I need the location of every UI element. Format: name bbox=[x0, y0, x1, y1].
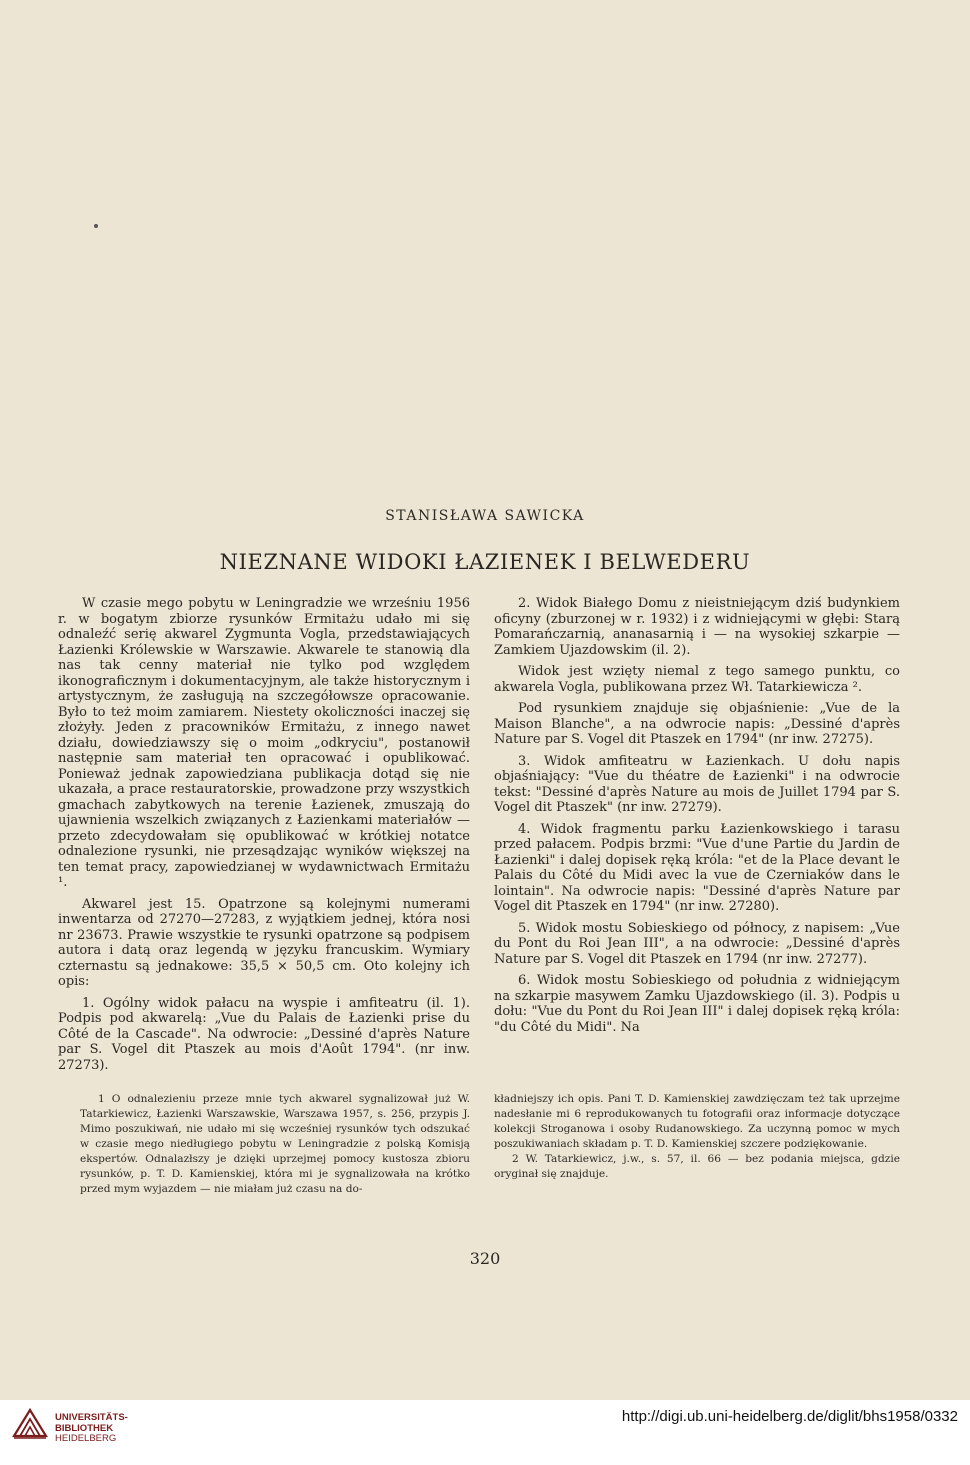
footnotes-left bbox=[80, 1092, 470, 1197]
speck-mark bbox=[94, 224, 98, 228]
paragraph: 1. Ogólny widok pałacu na wyspie i amfiteatru (il. 1). Podpis pod akwarelą: „Vue du Palais de Łazienki prise du Côté de la Cascade". Na odwrocie: „Dessiné d'après Nature par S. Vogel dit Ptaszek au mois d'Août 1794". (nr inw. 27273). bbox=[58, 995, 470, 1073]
paragraph: 5. Widok mostu Sobieskiego od północy, z napisem: „Vue du Pont du Roi Jean III", a na odwrocie: „Dessiné d'après Nature par S. Vogel dit Ptaszek en 1794 (nr inw. 27277). bbox=[494, 920, 900, 967]
paragraph: 4. Widok fragmentu parku Łazienkowskiego i tarasu przed pałacem. Podpis brzmi: "Vue d'une Partie du Jardin de Łazienki" i dalej dopisek ręką króla: "et de la Place devant le Palais du Côté du Midi avec la vue de Czerniaków dans le lointain". Na odwrocie napis: "Dessiné d'après Nature par Vogel dit Ptaszek en 1794" (nr inw. 27280). bbox=[494, 821, 900, 914]
right-text-column bbox=[494, 596, 900, 1041]
article-title: NIEZNANE WIDOKI ŁAZIENEK I BELWEDERU bbox=[219, 550, 751, 574]
library-name-line: UNIVERSITÄTS- bbox=[55, 1412, 128, 1423]
page-number: 320 bbox=[469, 1249, 501, 1268]
paragraph: Akwarel jest 15. Opatrzone są kolejnymi numerami inwentarza od 27270—27283, z wyjątkiem jednej, która nosi nr 23673. Prawie wszystkie te rysunki opatrzone są podpisem autora i datą oraz legendą w języku francuskim. Wymiary czternastu są jednakowe: 35,5 × 50,5 cm. Oto kolejny ich opis: bbox=[58, 896, 470, 989]
paragraph: Pod rysunkiem znajduje się objaśnienie: „Vue de la Maison Blanche", a na odwrocie napis: „Dessiné d'après Nature par S. Vogel dit Ptaszek en 1794" (nr inw. 27275). bbox=[494, 701, 900, 747]
left-text-column bbox=[58, 596, 470, 1079]
library-name-line: HEIDELBERG bbox=[55, 1433, 117, 1444]
footnote: 2 W. Tatarkiewicz, j.w., s. 57, il. 66 — bez podania miejsca, gdzie oryginał się znajduje. bbox=[494, 1153, 900, 1180]
paragraph: 2. Widok Białego Domu z nieistniejącym dziś budynkiem oficyny (zburzonej w r. 1932) i z widniejącymi w głębi: Starą Pomarańczarnią, ananasarnią i — na wysokiej szkarpie — Zamkiem Ujazdowskim (il. 2). bbox=[494, 596, 900, 658]
document-url-link[interactable]: http://digi.ub.uni-heidelberg.de/diglit/bhs1958/0332 bbox=[621, 1408, 958, 1425]
paragraph: 6. Widok mostu Sobieskiego od południa z widniejącym na szkarpie masywem Zamku Ujazdowskiego (il. 3). Podpis u dołu: "Vue du Pont du Roi Jean III" i dalej dopisek ręką króla: "du Côté du Midi". Na bbox=[494, 973, 900, 1035]
paragraph: 3. Widok amfiteatru w Łazienkach. U dołu napis objaśniający: "Vue du théatre de Łazienki" i na odwrocie tekst: "Dessiné d'après Nature au mois de Juillet 1794 par S. Vogel dit Ptaszek" (nr inw. 27279). bbox=[494, 753, 900, 815]
footnote: kładniejszy ich opis. Pani T. D. Kamienskiej zawdzięczam też tak uprzejme nadesłanie mi 6 reprodukowanych tu fotografii oraz informacje dotyczące kolekcji Stroganowa i osoby Rudanowskiego. Za uczynną pomoc w mych poszukiwaniach składam p. T. D. Kamienskiej szczere podziękowanie. bbox=[494, 1093, 900, 1150]
library-seal-icon bbox=[12, 1406, 48, 1440]
footnote: 1 O odnalezieniu przeze mnie tych akwarel sygnalizował już W. Tatarkiewicz, Łazienki Warszawskie, Warszawa 1957, s. 256, przypis J. Mimo poszukiwań, nie udało mi się wcześniej rysunków tych odszukać w czasie mego niedługiego pobytu w Leningradzie z polską Komisją ekspertów. Odnalazłszy je dzięki uprzejmej pomocy kustosza zbioru rysunków, p. T. D. Kamienskiej, która mi je sygnalizowała na krótko przed mym wyjazdem — nie miałam już czasu na do- bbox=[80, 1093, 470, 1195]
paragraph: W czasie mego pobytu w Leningradzie we wrześniu 1956 r. w bogatym zbiorze rysunków Ermitażu udało mi się odnaleźć serię akwarel Zygmunta Vogla, przedstawiających Łazienki Królewskie w Warszawie. Akwarele te stanowią dla nas tak cenny materiał nie tylko pod względem ikonograficznym i dokumentacyjnym, ale także historycznym i artystycznym, że zasługują na szczegółowsze opracowanie. Było to też moim zamiarem. Niestety okoliczności inaczej się złożyły. Jeden z pracowników Ermitażu, z innego nawet działu, dowiedziawszy się o moim „odkryciu", postanowił następnie sam materiał ten opracować i opublikować. Ponieważ jednak zapowiedziana publikacja dotąd się nie ukazała, a prace restauratorskie, prowadzone przy wszystkich gmachach zabytkowych na terenie Łazienek, zmuszają do ujawnienia wszelkich związanych z Łazienkami materiałów — przeto zdecydowałam się opublikować w krótkiej notatce odnalezione rysunki, nie przesądzając wyników większej na ten temat pracy, zapowiedzianej w wydawnictwach Ermitażu ¹. bbox=[58, 596, 470, 890]
library-name-line: BIBLIOTHEK bbox=[55, 1422, 114, 1434]
paragraph: Widok jest wzięty niemal z tego samego punktu, co akwarela Vogla, publikowana przez Wł. Tatarkiewicza ². bbox=[494, 664, 900, 695]
footnotes-right bbox=[494, 1092, 900, 1182]
library-name bbox=[55, 1413, 128, 1445]
article-author: STANISŁAWA SAWICKA bbox=[385, 508, 585, 524]
